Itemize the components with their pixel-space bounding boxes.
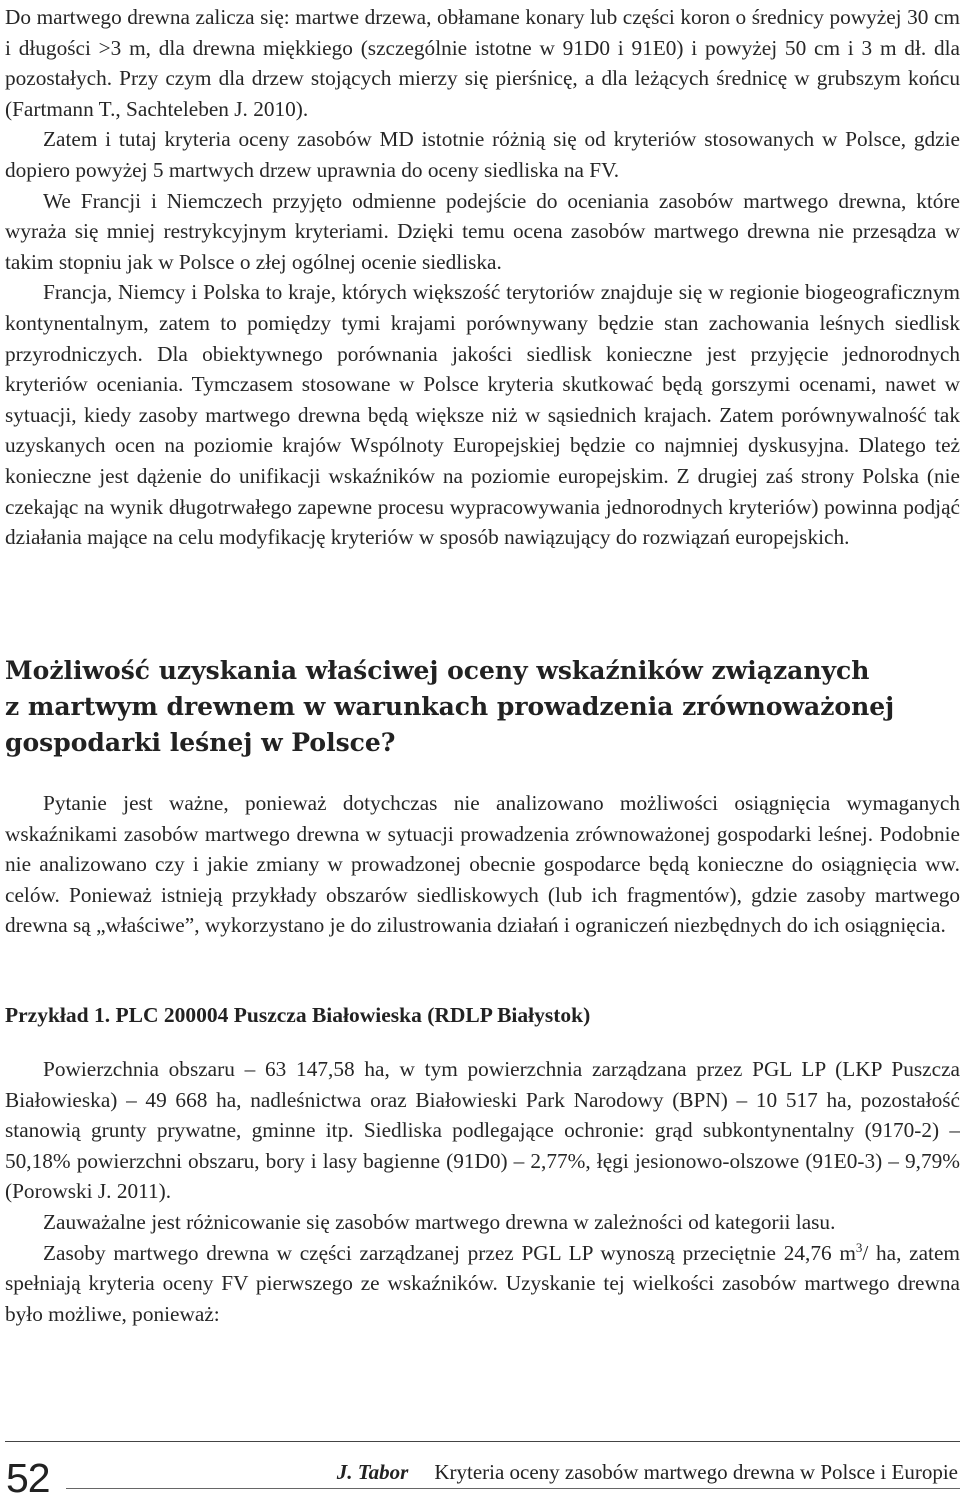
paragraph-text: Zasoby martwego drewna w części zarządzanej przez PGL LP wynoszą przeciętnie 24,76 m xyxy=(43,1240,856,1265)
paragraph: Do martwego drewna zalicza się: martwe drzewa, obłamane konary lub części koron o średnicy powyżej 30 cm i długości >3 m, dla drewna miękkiego (szczególnie istotne w 91D0 i 91E0) i powyżej 50 cm i 3 m dł. dla pozostałych. Przy czym dla drzew stojących mierzy się pierśnicę, a dla leżących średnicę w grubszym końcu (Fartmann T., Sachteleben J. 2010). xyxy=(5,5,960,121)
running-footer xyxy=(337,1459,958,1485)
paragraph: Zauważalne jest różnicowanie się zasobów martwego drewna w zależności od kategorii lasu. xyxy=(43,1209,836,1234)
footer-divider xyxy=(5,1441,960,1442)
footer-title: Kryteria oceny zasobów martwego drewna w Polsce i Europie xyxy=(434,1460,958,1484)
footer-underline xyxy=(66,1488,960,1489)
paragraph xyxy=(5,1238,960,1330)
heading-line: gospodarki leśnej w Polsce? xyxy=(5,728,396,757)
paragraph: Zatem i tutaj kryteria oceny zasobów MD istotnie różnią się od kryteriów stosowanych w Polsce, gdzie dopiero powyżej 5 martwych drzew uprawnia do oceny siedliska na FV. xyxy=(5,127,960,182)
paragraph: Pytanie jest ważne, ponieważ dotychczas nie analizowano możliwości osiągnięcia wymaganych wskaźnikami zasobów martwego drewna w sytuacji prowadzenia zrównoważonej gospodarki leśnej. Podobnie nie analizowano czy i jakie zmiany w prowadzonej obecnie gospodarce będą konieczne do osiągnięcia ww. celów. Ponieważ istnieją przykłady obszarów siedliskowych (lub ich fragmentów), gdzie zasoby martwego drewna są „właściwe”, wykorzystano je do zilustrowania działań i ograniczeń niezbędnych do ich osiągnięcia. xyxy=(5,791,960,938)
paragraph: Powierzchnia obszaru – 63 147,58 ha, w tym powierzchnia zarządzana przez PGL LP (LKP Puszcza Białowieska) – 49 668 ha, nadleśnictwa oraz Białowieski Park Narodowy (BPN) – 10 517 ha, pozostałość stanowią grunty prywatne, gminne itp. Siedliska podlegające ochronie: grąd subkontynentalny (9170-2) – 50,18% powierzchni obszaru, bory i lasy bagienne (91D0) – 2,77%, łęgi jesionowo-olszowe (91E0-3) – 9,79% (Porowski J. 2011). xyxy=(5,1057,960,1204)
text-block-example xyxy=(5,1054,960,1329)
text-block-question xyxy=(5,788,960,941)
paragraph: We Francji i Niemczech przyjęto odmienne podejście do oceniania zasobów martwego drewna, które wyraża się mniej restrykcyjnym kryteriami. Dzięki temu ocena zasobów martwego drewna nie przesądza w takim stopniu jak w Polsce o złej ogólnej ocenie siedliska. xyxy=(5,188,960,274)
superscript: 3 xyxy=(855,1239,863,1255)
heading-line: Możliwość uzyskania właściwej oceny wskaźników związanych xyxy=(5,656,870,685)
example-title: Przykład 1. PLC 200004 Puszcza Białowieska (RDLP Białystok) xyxy=(5,1003,591,1027)
paragraph-text: / ha, zatem spełniają kryteria oceny FV pierwszego ze wskaźników. Uzyskanie tej wielkości zasobów martwego drewna było możliwe, ponieważ: xyxy=(5,1240,960,1326)
paragraph: Francja, Niemcy i Polska to kraje, których większość terytoriów znajduje się w regionie biogeograficznym kontynentalnym, zatem to pomiędzy tymi krajami porównywany będzie stan zachowania leśnych siedlisk przyrodniczych. Dla obiektywnego porównania jakości siedlisk konieczne jest przyjęcie jednorodnych kryteriów oceniania. Tymczasem stosowane w Polsce kryteria skutkować będą gorszymi ocenami, nawet w sytuacji, kiedy zasoby martwego drewna będą większe niż w sąsiednich krajach. Zatem porównywalność tak uzyskanych ocen na poziomie krajów Wspólnoty Europejskiej będzie co najmniej dyskusyjna. Dlatego też konieczne jest dążenie do unifikacji wskaźników na poziomie europejskim. Z drugiej zaś strony Polska (nie czekając na wynik długotrwałego zapewne procesu wypracowywania jednorodnych kryteriów) powinna podjąć działania mające na celu modyfikację kryteriów w sposób nawiązujący do rozwiązań europejskich. xyxy=(5,280,960,550)
text-block-intro xyxy=(5,2,960,553)
footer-author: J. Tabor xyxy=(336,1460,409,1484)
section-heading xyxy=(5,653,960,761)
page-number: 52 xyxy=(6,1455,50,1501)
heading-line: z martwym drewnem w warunkach prowadzenia zrównoważonej xyxy=(5,692,895,721)
